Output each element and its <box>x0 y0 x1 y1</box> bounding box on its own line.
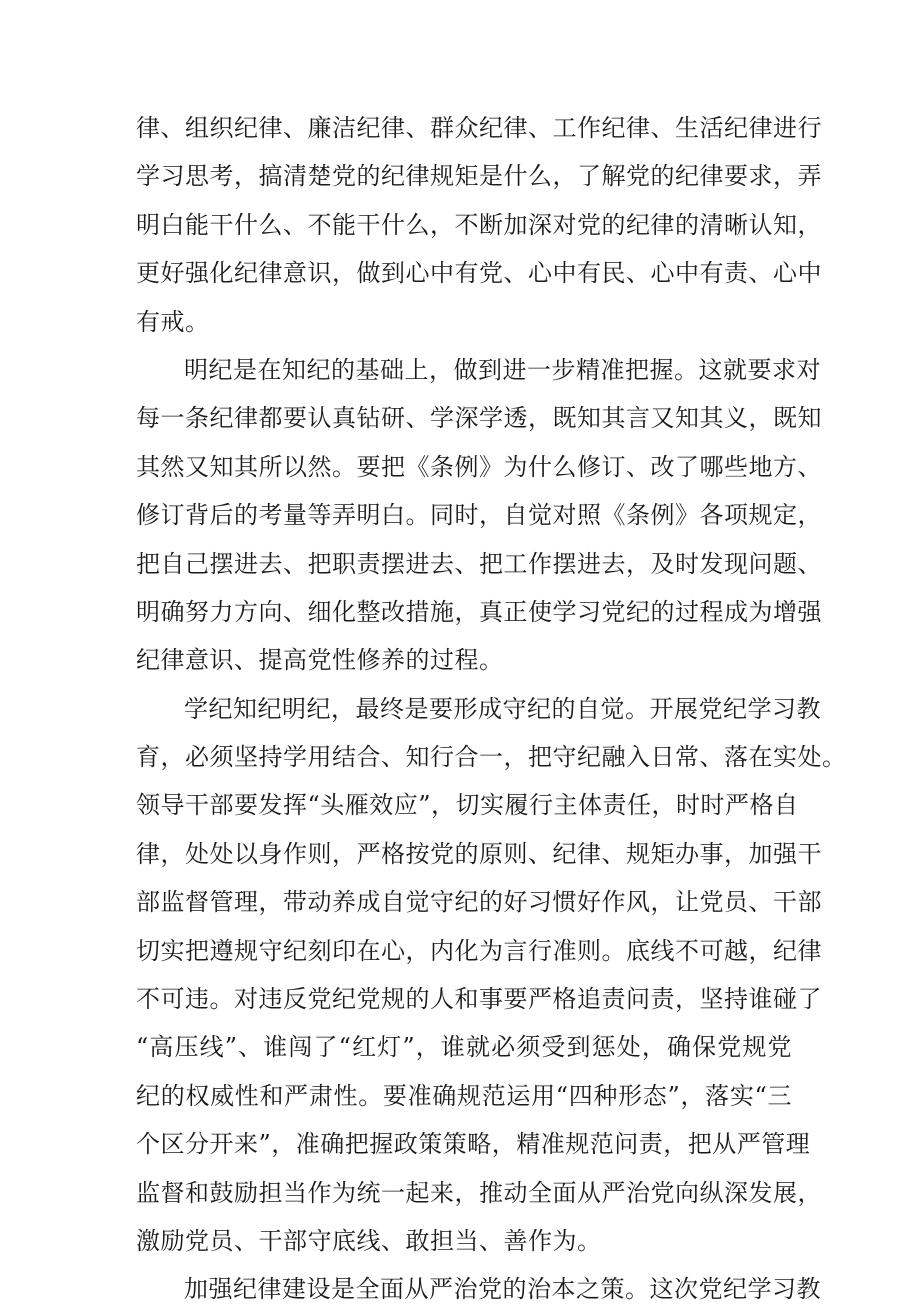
document-page <box>136 104 847 1314</box>
paragraph-p3 <box>136 685 847 1266</box>
text-line: 领导干部要发挥“头雁效应”，切实履行主体责任，时时严格自 <box>136 791 799 820</box>
text-line: 学纪知纪明纪，最终是要形成守纪的自觉。开展党纪学习教 <box>184 694 821 723</box>
text-line: 律，处处以身作则，严格按党的原则、纪律、规矩办事，加强干 <box>136 839 822 868</box>
text-line: 每一条纪律都要认真钻研、学深学透，既知其言又知其义，既知 <box>136 404 822 433</box>
text-line: 明确努力方向、细化整改措施，真正使学习党纪的过程成为增强 <box>136 597 822 626</box>
text-line: 更好强化纪律意识，做到心中有党、心中有民、心中有责、心中 <box>136 259 822 288</box>
text-line: 个区分开来”，准确把握政策策略，精准规范问责，把从严管理 <box>136 1130 811 1159</box>
text-line: 纪律意识、提高党性修养的过程。 <box>136 646 504 675</box>
text-line: 不可违。对违反党纪党规的人和事要严格追责问责，坚持谁碰了 <box>136 985 822 1014</box>
text-line: 其然又知其所以然。要把《条例》为什么修订、改了哪些地方、 <box>136 452 822 481</box>
text-line: 激励党员、干部守底线、敢担当、善作为。 <box>136 1226 602 1255</box>
text-line: 把自己摆进去、把职责摆进去、把工作摆进去，及时发现问题、 <box>136 549 822 578</box>
document-body <box>136 104 847 1314</box>
paragraph-p4 <box>136 1265 821 1313</box>
text-line: 监督和鼓励担当作为统一起来，推动全面从严治党向纵深发展， <box>136 1178 822 1207</box>
text-line: 律、组织纪律、廉洁纪律、群众纪律、工作纪律、生活纪律进行 <box>136 114 822 142</box>
text-line: 学习思考，搞清楚党的纪律规矩是什么，了解党的纪律要求，弄 <box>136 162 822 191</box>
text-line: 育，必须坚持学用结合、知行合一，把守纪融入日常、落在实处。 <box>136 743 847 772</box>
text-line: 加强纪律建设是全面从严治党的治本之策。这次党纪学习教 <box>184 1275 821 1304</box>
text-line: 部监督管理，带动养成自觉守纪的好习惯好作风，让党员、干部 <box>136 888 822 917</box>
text-line: 明纪是在知纪的基础上，做到进一步精准把握。这就要求对 <box>184 355 821 384</box>
text-line: 明白能干什么、不能干什么，不断加深对党的纪律的清晰认知， <box>136 210 822 239</box>
text-line: 有戒。 <box>136 307 210 336</box>
text-line: 修订背后的考量等弄明白。同时，自觉对照《条例》各项规定， <box>136 501 822 530</box>
text-line: “高压线”、谁闯了“红灯”，谁就必须受到惩处，确保党规党 <box>136 1033 792 1062</box>
text-line: 纪的权威性和严肃性。要准确规范运用“四种形态”，落实“三 <box>136 1081 792 1110</box>
text-line: 切实把遵规守纪刻印在心，内化为言行准则。底线不可越，纪律 <box>136 936 822 965</box>
paragraph-p1 <box>136 104 822 346</box>
paragraph-p2 <box>136 346 822 685</box>
